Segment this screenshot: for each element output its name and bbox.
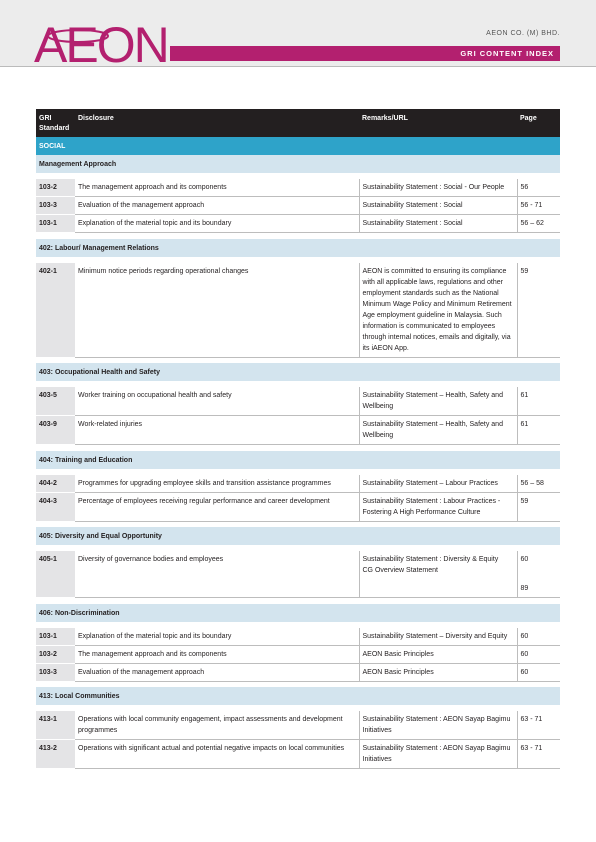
table-row — [36, 215, 560, 233]
section-title: 406: Non-Discrimination — [36, 604, 560, 622]
section-title: Management Approach — [36, 155, 560, 173]
gri-code: 103-2 — [36, 645, 75, 663]
table-row — [36, 711, 560, 740]
page-number: 60 — [517, 628, 560, 646]
column-header-disclosure: Disclosure — [75, 109, 359, 137]
remarks-text: AEON Basic Principles — [359, 645, 517, 663]
disclosure-text: The management approach and its components — [75, 645, 359, 663]
gri-code: 413-2 — [36, 740, 75, 769]
gri-code: 404-3 — [36, 492, 75, 521]
page-number: 61 — [517, 387, 560, 416]
remarks-text: Sustainability Statement – Labour Practices — [359, 475, 517, 493]
category-label: SOCIAL — [36, 137, 560, 155]
table-row — [36, 387, 560, 416]
page-number: 59 — [517, 263, 560, 358]
disclosure-text: Work-related injuries — [75, 416, 359, 445]
header-divider — [0, 66, 596, 67]
disclosure-text: Worker training on occupational health and safety — [75, 387, 359, 416]
page-cell — [517, 551, 560, 598]
page-number-secondary: 89 — [520, 585, 529, 592]
gri-code: 103-2 — [36, 179, 75, 197]
column-header-remarks: Remarks/URL — [359, 109, 517, 137]
column-header-gri-standard: GRI Standard — [36, 109, 75, 137]
disclosure-text: Percentage of employees receiving regular performance and career development — [75, 492, 359, 521]
section-header — [36, 451, 560, 469]
page-number: 59 — [517, 492, 560, 521]
remarks-text: Sustainability Statement : Labour Practices - Fostering A High Performance Culture — [359, 492, 517, 521]
section-title: 403: Occupational Health and Safety — [36, 363, 560, 381]
page-number: 56 – 62 — [517, 215, 560, 233]
disclosure-text: Minimum notice periods regarding operational changes — [75, 263, 359, 358]
gri-code: 404-2 — [36, 475, 75, 493]
disclosure-text: Explanation of the material topic and its boundary — [75, 215, 359, 233]
column-header-page: Page — [517, 109, 560, 137]
disclosure-text: Evaluation of the management approach — [75, 663, 359, 681]
remarks-text: Sustainability Statement – Health, Safety and Wellbeing — [359, 387, 517, 416]
gri-code: 403-9 — [36, 416, 75, 445]
table-row — [36, 663, 560, 681]
page-number: 56 - 71 — [517, 197, 560, 215]
section-title: 404: Training and Education — [36, 451, 560, 469]
section-header — [36, 527, 560, 545]
disclosure-text: Operations with significant actual and potential negative impacts on local communities — [75, 740, 359, 769]
gri-code: 403-5 — [36, 387, 75, 416]
table-row — [36, 179, 560, 197]
remarks-text-secondary: CG Overview Statement — [362, 567, 438, 574]
section-header — [36, 687, 560, 705]
table-header-row — [36, 109, 560, 137]
remarks-text: AEON is committed to ensuring its compliance with all applicable laws, regulations and other employment standards such as the National Minimum Wage Policy and Minimum Retirement Age employment guideline in Malaysia. Such information is communicated to employees through internal notices, emails and digitally, via its iAEON App. — [359, 263, 517, 358]
aeon-logo — [34, 14, 180, 66]
page-number: 56 — [517, 179, 560, 197]
table-row — [36, 628, 560, 646]
category-row — [36, 137, 560, 155]
remarks-cell — [359, 551, 517, 598]
remarks-text: Sustainability Statement – Diversity and Equity — [359, 628, 517, 646]
svg-text:AEON: AEON — [34, 17, 168, 66]
page-number: 56 – 58 — [517, 475, 560, 493]
gri-content-index-table — [36, 109, 560, 769]
remarks-text: Sustainability Statement : AEON Sayap Bagimu Initiatives — [359, 740, 517, 769]
page-number: 60 — [517, 645, 560, 663]
disclosure-text: Diversity of governance bodies and employees — [75, 551, 359, 598]
disclosure-text: Explanation of the material topic and its boundary — [75, 628, 359, 646]
table-row — [36, 475, 560, 493]
section-title: 413: Local Communities — [36, 687, 560, 705]
section-title: 405: Diversity and Equal Opportunity — [36, 527, 560, 545]
remarks-text: Sustainability Statement : Social - Our People — [359, 179, 517, 197]
gri-code: 405-1 — [36, 551, 75, 598]
table-row — [36, 645, 560, 663]
remarks-text: Sustainability Statement : Diversity & Equity — [362, 556, 499, 563]
gri-code: 413-1 — [36, 711, 75, 740]
remarks-text: Sustainability Statement : AEON Sayap Bagimu Initiatives — [359, 711, 517, 740]
gri-code: 103-1 — [36, 215, 75, 233]
title-bar — [170, 46, 560, 61]
page-title: GRI CONTENT INDEX — [460, 49, 554, 58]
table-row — [36, 416, 560, 445]
disclosure-text: The management approach and its components — [75, 179, 359, 197]
section-header — [36, 604, 560, 622]
company-name: AEON CO. (M) BHD. — [486, 30, 560, 37]
page-number: 60 — [520, 556, 529, 563]
section-header — [36, 363, 560, 381]
remarks-text: Sustainability Statement – Health, Safety and Wellbeing — [359, 416, 517, 445]
remarks-text: Sustainability Statement : Social — [359, 197, 517, 215]
disclosure-text: Evaluation of the management approach — [75, 197, 359, 215]
gri-code: 103-3 — [36, 663, 75, 681]
table-row — [36, 492, 560, 521]
disclosure-text: Operations with local community engagement, impact assessments and development programmes — [75, 711, 359, 740]
table-row — [36, 263, 560, 358]
table-row — [36, 551, 560, 598]
table-row — [36, 197, 560, 215]
page-number: 61 — [517, 416, 560, 445]
section-title: 402: Labour/ Management Relations — [36, 239, 560, 257]
section-header — [36, 155, 560, 173]
page-number: 63 - 71 — [517, 740, 560, 769]
section-header — [36, 239, 560, 257]
page-number: 63 - 71 — [517, 711, 560, 740]
remarks-text: AEON Basic Principles — [359, 663, 517, 681]
disclosure-text: Programmes for upgrading employee skills and transition assistance programmes — [75, 475, 359, 493]
page-number: 60 — [517, 663, 560, 681]
gri-code: 103-3 — [36, 197, 75, 215]
table-row — [36, 740, 560, 769]
gri-code: 103-1 — [36, 628, 75, 646]
remarks-text: Sustainability Statement : Social — [359, 215, 517, 233]
gri-code: 402-1 — [36, 263, 75, 358]
